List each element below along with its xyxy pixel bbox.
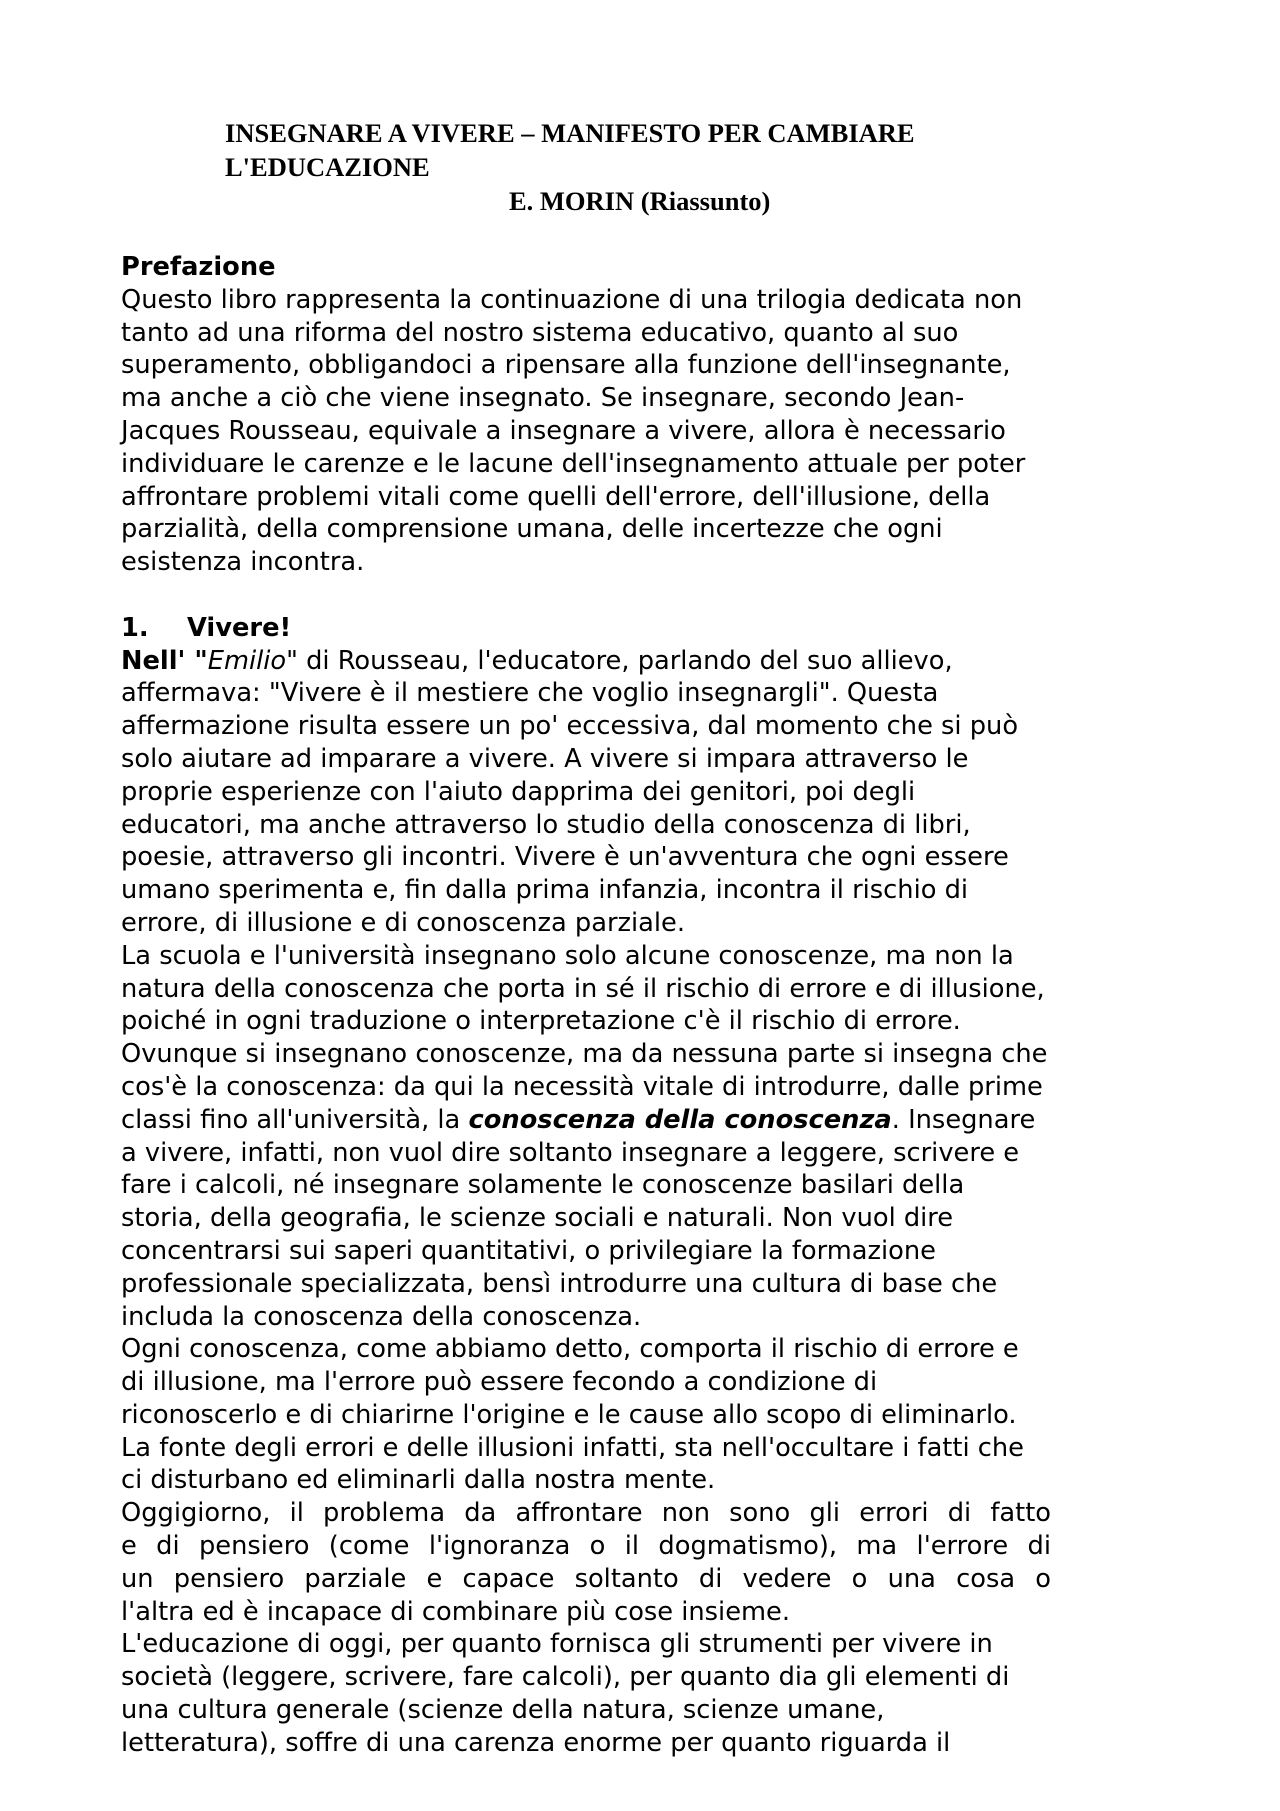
preface-line: superamento, obbligandoci a ripensare alla funzione dell'insegnante, [121, 350, 1011, 381]
document-title-line-2: L'EDUCAZIONE [225, 152, 430, 182]
section-line: L'educazione di oggi, per quanto fornisca gli strumenti per vivere in [121, 1629, 993, 1660]
preface-line: Jacques Rousseau, equivale a insegnare a vivere, allora è necessario [121, 415, 1006, 446]
section-line: professionale specializzata, bensì introdurre una cultura di base che [121, 1268, 998, 1299]
preface-line: tanto ad una riforma del nostro sistema educativo, quanto al suo [121, 317, 959, 348]
section-line: affermazione risulta essere un po' eccessiva, dal momento che si può [121, 711, 1019, 742]
bold-lead: Nell' [121, 645, 186, 676]
section-line: concentrarsi sui saperi quantitativi, o privilegiare la formazione [121, 1235, 936, 1266]
section-line: poesie, attraverso gli incontri. Vivere è un'avventura che ogni essere [121, 842, 1009, 873]
preface-line: esistenza incontra. [121, 547, 365, 578]
section-line-justified: un pensiero parziale e capace soltanto di vedere o una cosa o [121, 1563, 1051, 1594]
section-line: a vivere, infatti, non vuol dire soltanto insegnare a leggere, scrivere e [121, 1137, 1020, 1168]
paragraph-spacer [121, 579, 1161, 612]
preface-line: Questo libro rappresenta la continuazione di una trilogia dedicata non [121, 284, 1023, 315]
section-line: di illusione, ma l'errore può essere fecondo a condizione di [121, 1367, 878, 1398]
section-number: 1. [121, 612, 149, 643]
section-line: letteratura), soffre di una carenza enorme per quanto riguarda il [121, 1727, 951, 1758]
section-line: solo aiutare ad imparare a vivere. A vivere si impara attraverso le [121, 743, 969, 774]
section-line: errore, di illusione e di conoscenza parziale. [121, 907, 686, 938]
section-line: includa la conoscenza della conoscenza. [121, 1301, 642, 1332]
section-1-heading [121, 612, 1161, 645]
preface-line: parzialità, della comprensione umana, delle incertezze che ogni [121, 514, 943, 545]
section-line: poiché in ogni traduzione o interpretazione c'è il rischio di errore. [121, 1006, 961, 1037]
preface-line: ma anche a ciò che viene insegnato. Se insegnare, secondo Jean- [121, 383, 965, 414]
section-line: cos'è la conoscenza: da qui la necessità vitale di introdurre, dalle prime [121, 1071, 1043, 1102]
section-line: storia, della geografia, le scienze sociali e naturali. Non vuol dire [121, 1203, 954, 1234]
document-author: E. MORIN (Riassunto) [509, 186, 771, 216]
emphasis-conoscenza-della-conoscenza: conoscenza della conoscenza [468, 1104, 892, 1135]
section-line: Ogni conoscenza, come abbiamo detto, comporta il rischio di errore e [121, 1334, 1019, 1365]
preface-paragraph [121, 284, 1161, 579]
section-line: proprie esperienze con l'aiuto dapprima dei genitori, poi degli [121, 776, 916, 807]
document-title-line-1: INSEGNARE A VIVERE – MANIFESTO PER CAMBIARE [225, 118, 915, 148]
section-line: natura della conoscenza che porta in sé il rischio di errore e di illusione, [121, 973, 1045, 1004]
section-line: affermava: "Vivere è il mestiere che voglio insegnargli". Questa [121, 678, 939, 709]
preface-line: individuare le carenze e le lacune dell'insegnamento attuale per poter [121, 448, 1026, 479]
quote-mark: " [185, 645, 208, 676]
section-line: educatori, ma anche attraverso lo studio della conoscenza di libri, [121, 809, 971, 840]
book-title-emilio: Emilio [207, 645, 287, 676]
section-line: La fonte degli errori e delle illusioni infatti, sta nell'occultare i fatti che [121, 1432, 1024, 1463]
section-line: Ovunque si insegnano conoscenze, ma da nessuna parte si insegna che [121, 1039, 1048, 1070]
section-line: ci disturbano ed eliminarli dalla nostra mente. [121, 1465, 716, 1496]
section-line: fare i calcoli, né insegnare solamente le conoscenze basilari della [121, 1170, 965, 1201]
document-title-block [225, 116, 1105, 218]
section-1-text [121, 645, 1161, 1760]
section-line: l'altra ed è incapace di combinare più cose insieme. [121, 1596, 790, 1627]
section-line: La scuola e l'università insegnano solo alcune conoscenze, ma non la [121, 940, 1014, 971]
section-line: classi fino all'università, la conoscenza della conoscenza. Insegnare [121, 1104, 1036, 1135]
section-line: riconoscerlo e di chiarirne l'origine e le cause allo scopo di eliminarlo. [121, 1399, 1017, 1430]
section-line: Nell' "Emilio" di Rousseau, l'educatore, parlando del suo allievo, [121, 645, 953, 676]
section-title: Vivere! [187, 612, 292, 643]
preface-heading: Prefazione [121, 252, 276, 282]
section-line: una cultura generale (scienze della natura, scienze umane, [121, 1695, 885, 1726]
preface-line: affrontare problemi vitali come quelli dell'errore, dell'illusione, della [121, 481, 991, 512]
section-line-justified: Oggigiorno, il problema da affrontare non sono gli errori di fatto [121, 1498, 1051, 1529]
document-body [121, 251, 1161, 1760]
section-line: società (leggere, scrivere, fare calcoli), per quanto dia gli elementi di [121, 1662, 1010, 1693]
section-line-justified: e di pensiero (come l'ignoranza o il dogmatismo), ma l'errore di [121, 1531, 1051, 1562]
section-line: umano sperimenta e, fin dalla prima infanzia, incontra il rischio di [121, 875, 969, 906]
